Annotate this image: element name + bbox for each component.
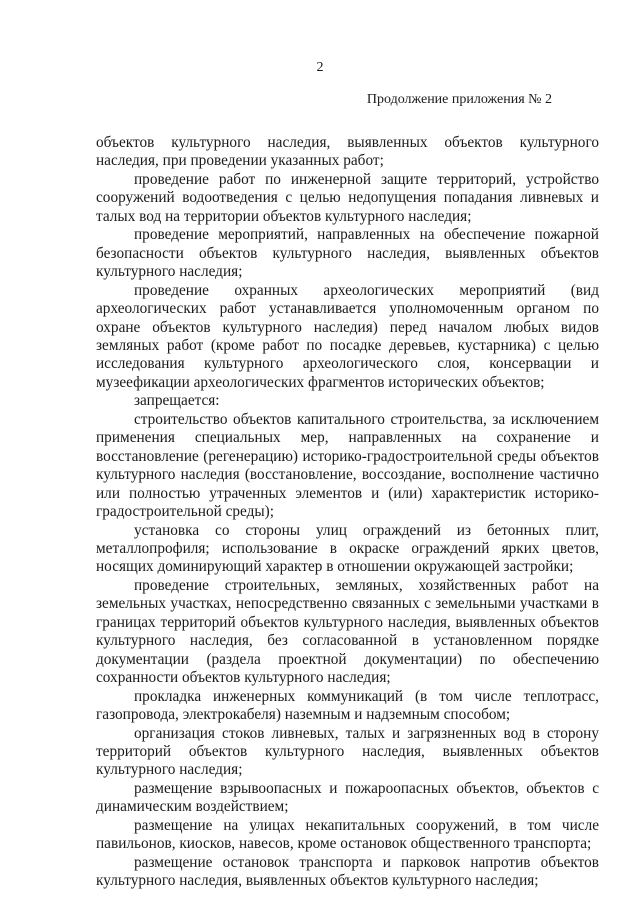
paragraph: строительство объектов капитального строительства, за исключением применения специальных мер, направленных на сохранение и восстановление (регенерацию) историко-градостроительной среды объектов культурного наследия (восстановление, воссоздание, восполнение частично или полностью утраченных элементов и (или) характеристик историко-градостроительной среды); — [96, 410, 599, 521]
paragraph: размещение на улицах некапитальных сооружений, в том числе павильонов, киосков, навесов, кроме остановок общественного транспорта; — [96, 816, 599, 853]
paragraph: проведение мероприятий, направленных на обеспечение пожарной безопасности объектов культурного наследия, выявленных объектов культурного наследия; — [96, 226, 599, 281]
paragraph: объектов культурного наследия, выявленных объектов культурного наследия, при проведении указанных работ; — [96, 134, 599, 170]
paragraph: размещение взрывоопасных и пожароопасных объектов, объектов с динамическим воздействием; — [96, 779, 599, 816]
paragraph: проведение строительных, земляных, хозяйственных работ на земельных участках, непосредственно связанных с земельными участками в границах территорий объектов культурного наследия, выявленных объектов культурного наследия, без согласованной в установленном порядке документации (раздела проектной документации) по обеспечению сохранности объектов культурного наследия; — [96, 576, 599, 687]
document-body — [96, 134, 599, 891]
paragraph: проведение работ по инженерной защите территорий, устройство сооружений водоотведения с целью недопущения попадания ливневых и талых вод на территории объектов культурного наследия; — [96, 170, 599, 225]
appendix-continuation-note: Продолжение приложения № 2 — [366, 92, 552, 107]
page-number: 2 — [316, 60, 324, 75]
paragraph: установка со стороны улиц ограждений из бетонных плит, металлопрофиля; использование в окраске ограждений ярких цветов, носящих доминирующий характер в отношении окружающей застройки; — [96, 521, 599, 576]
paragraph: размещение остановок транспорта и парковок напротив объектов культурного наследия, выявленных объектов культурного наследия; — [96, 853, 599, 890]
paragraph: запрещается: — [134, 392, 220, 410]
paragraph: прокладка инженерных коммуникаций (в том числе теплотрасс, газопровода, электрокабеля) наземным и надземным способом; — [96, 687, 599, 724]
paragraph: организация стоков ливневых, талых и загрязненных вод в сторону территорий объектов культурного наследия, выявленных объектов культурного наследия; — [96, 724, 599, 779]
paragraph: проведение охранных археологических мероприятий (вид археологических работ устанавливается уполномоченным органом по охране объектов культурного наследия) перед началом любых видов земляных работ (кроме работ по посадке деревьев, кустарника) с целью исследования культурного археологического слоя, консервации и музеефикации археологических фрагментов исторических объектов; — [96, 281, 599, 391]
